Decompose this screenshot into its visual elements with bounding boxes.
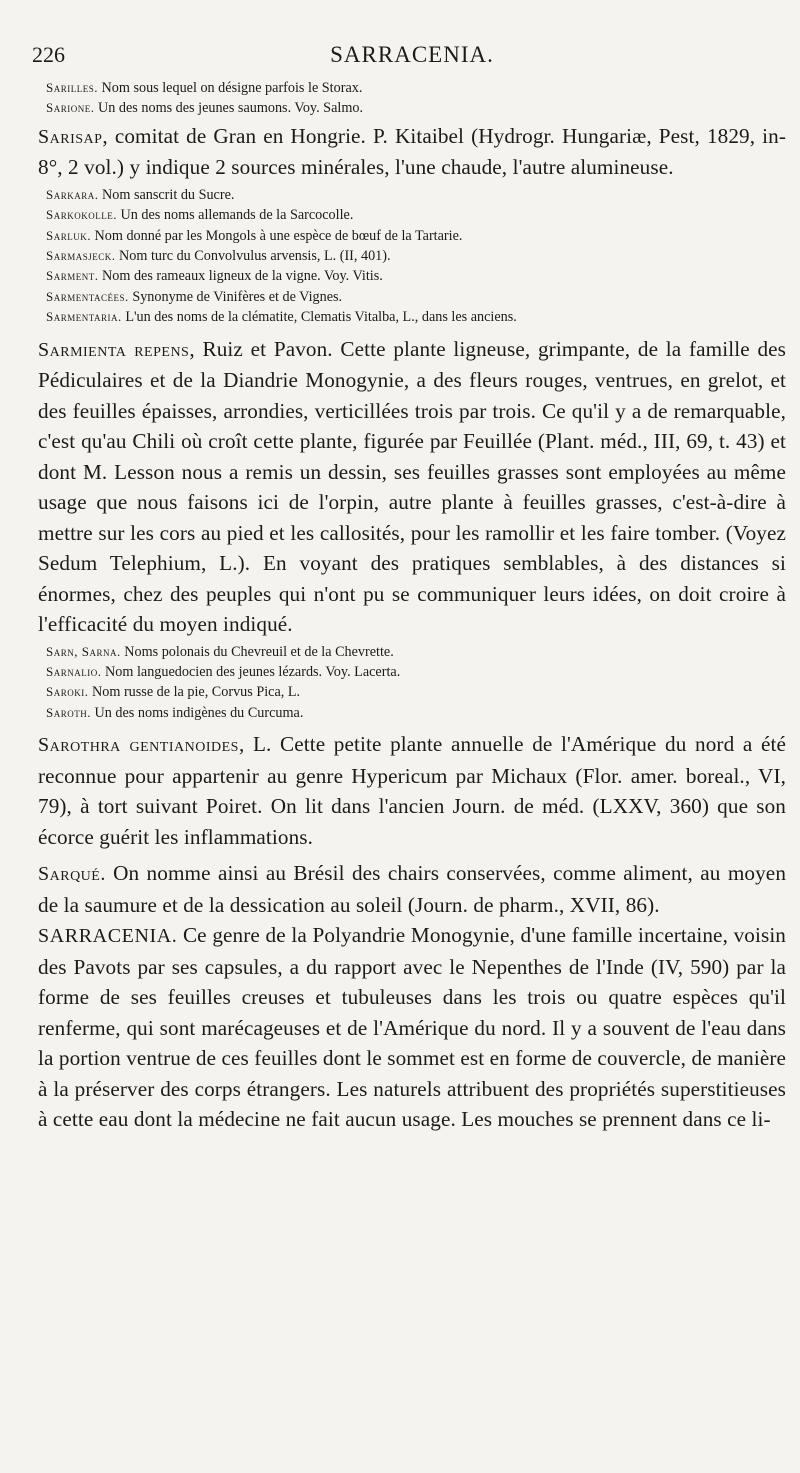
entry-head: Sarisap (38, 125, 103, 148)
entry-sarmentaria (38, 307, 786, 327)
entry-saroki (38, 682, 786, 702)
entry-head: Sarkokolle. (46, 207, 117, 223)
entry-head: Saroki. (46, 684, 89, 700)
entry-head: Sarmasjeck. (46, 248, 116, 264)
entry-head: Sarkara. (46, 186, 99, 202)
entry-text: Ce genre de la Polyandrie Monogynie, d'une famille incertaine, voisin des Pavots par ses capsules, a du rapport avec le Nepenthes de l'Inde (IV, 590) par la forme de ses feuilles creuses et tubuleuses dans les trois ou quatre espèces qu'il renferme, qui sont marécageuses et de l'Amérique du nord. Il y a souvent de l'eau dans la portion ventrue de ces feuilles dont le sommet est en forme de couvercle, de manière à la préserver des corps étrangers. Les naturels attribuent des propriétés superstitieuses à cette eau dont la médecine ne fait aucun usage. Les mouches se prennent dans ce li- (38, 923, 786, 1132)
entry-text: Nom sous lequel on désigne parfois le Storax. (101, 80, 363, 96)
entry-head: Sarqué. (38, 863, 106, 886)
running-title: SARRACENIA. (330, 42, 494, 67)
entry-sarmienta-repens (38, 334, 786, 640)
entry-head: Sarilles. (46, 80, 98, 95)
entry-head: Sarment. (46, 268, 99, 284)
entry-sarmentacees (38, 287, 786, 307)
entry-saroth (38, 703, 786, 723)
entry-sarkara (38, 185, 786, 205)
entry-head: Sarnalio. (46, 664, 102, 680)
entry-text: Nom turc du Convolvulus arvensis, L. (II, 401). (119, 248, 391, 265)
entry-text: Noms polonais du Chevreuil et de la Chevrette. (124, 643, 394, 660)
entry-head: Sarione. (46, 100, 95, 116)
entry-head: Sarluk. (46, 227, 91, 243)
entry-text: L'un des noms de la clématite, Clematis Vitalba, L., dans les anciens. (125, 309, 517, 326)
entry-sarkokolle (38, 205, 786, 225)
entry-text: On nomme ainsi au Brésil des chairs conservées, comme aliment, au moyen de la saumure et de la dessication au soleil (Journ. de pharm., XVII, 86). (38, 861, 787, 917)
page-header (32, 38, 786, 78)
entry-sarothra-gentianoides (38, 729, 786, 852)
entry-text: Nom des rameaux ligneux de la vigne. Voy. Vitis. (102, 268, 383, 285)
entry-text: , Ruiz et Pavon. Cette plante ligneuse, grimpante, de la famille des Pédiculaires et de la Diandrie Monogynie, a des fleurs rouges, ventrues, en grelot, et des feuilles épaisses, arrondies, verticillées trois par trois. Ce qu'il y a de remarquable, c'est qu'au Chili où croît cette plante, figurée par Feuillée (Plant. méd., III, 69, t. 43) et dont M. Lesson nous a remis un dessin, ses feuilles grasses sont employées au même usage que nous faisons ici de l'orpin, autre plante à feuilles grasses, c'est-à-dire à mettre sur les cors au pied et les callosités, pour les ramollir et les faire tomber. (Voyez Sedum Telephium, L.). En voyant des pratiques semblables, à des distances si énormes, chez des peuples qui n'ont pu se communiquer leurs idées, on doit croire à l'efficacité du moyen indiqué. (38, 336, 786, 637)
entry-text: Nom languedocien des jeunes lézards. Voy. Lacerta. (105, 664, 401, 681)
entry-sarracenia (38, 920, 786, 1135)
entry-head: Sarmentaria. (46, 309, 122, 325)
entry-text: , L. Cette petite plante annuelle de l'Amérique du nord a été reconnue pour appartenir au genre Hypericum par Michaux (Flor. amer. boreal., VI, 79), à tort suivant Poiret. On lit dans l'ancien Journ. de méd. (LXXV, 360) que son écorce guérit les inflammations. (38, 732, 786, 849)
entry-sarn (38, 642, 786, 662)
entry-sarque (38, 858, 786, 920)
entry-text: Un des noms allemands de la Sarcocolle. (120, 207, 354, 224)
entry-head: Sarmentacées. (46, 288, 129, 304)
entry-head: Sarmienta repens (38, 338, 190, 361)
entry-sarmasjeck (38, 246, 786, 266)
entry-text: Un des noms des jeunes saumons. Voy. Salmo. (98, 100, 363, 117)
entry-sarluk (38, 226, 786, 246)
entry-sarnalio (38, 662, 786, 682)
entry-sarisap (38, 121, 786, 183)
entry-head: SARRACENIA. (38, 925, 178, 948)
entry-text: , comitat de Gran en Hongrie. P. Kitaibel (Hydrogr. Hungariæ, Pest, 1829, in-8°, 2 vol.) y indique 2 sources minérales, l'une chaude, l'autre alumineuse. (38, 123, 786, 180)
entry-head: Sarn, Sarna. (46, 643, 121, 659)
entry-text: Synonyme de Vinifères et de Vignes. (132, 288, 343, 305)
entry-text: Nom donné par les Mongols à une espèce de bœuf de la Tartarie. (94, 227, 463, 244)
entry-sarione (38, 98, 786, 118)
page-number: 226 (32, 42, 65, 67)
entry-text: Nom russe de la pie, Corvus Pica, L. (92, 684, 301, 701)
entry-head: Saroth. (46, 704, 91, 720)
entry-text: Un des noms indigènes du Curcuma. (94, 704, 304, 721)
entry-head: Sarothra gentianoides (38, 734, 239, 757)
entry-sarilles (38, 78, 786, 98)
entry-text: Nom sanscrit du Sucre. (102, 186, 235, 203)
entry-sarment (38, 266, 786, 286)
